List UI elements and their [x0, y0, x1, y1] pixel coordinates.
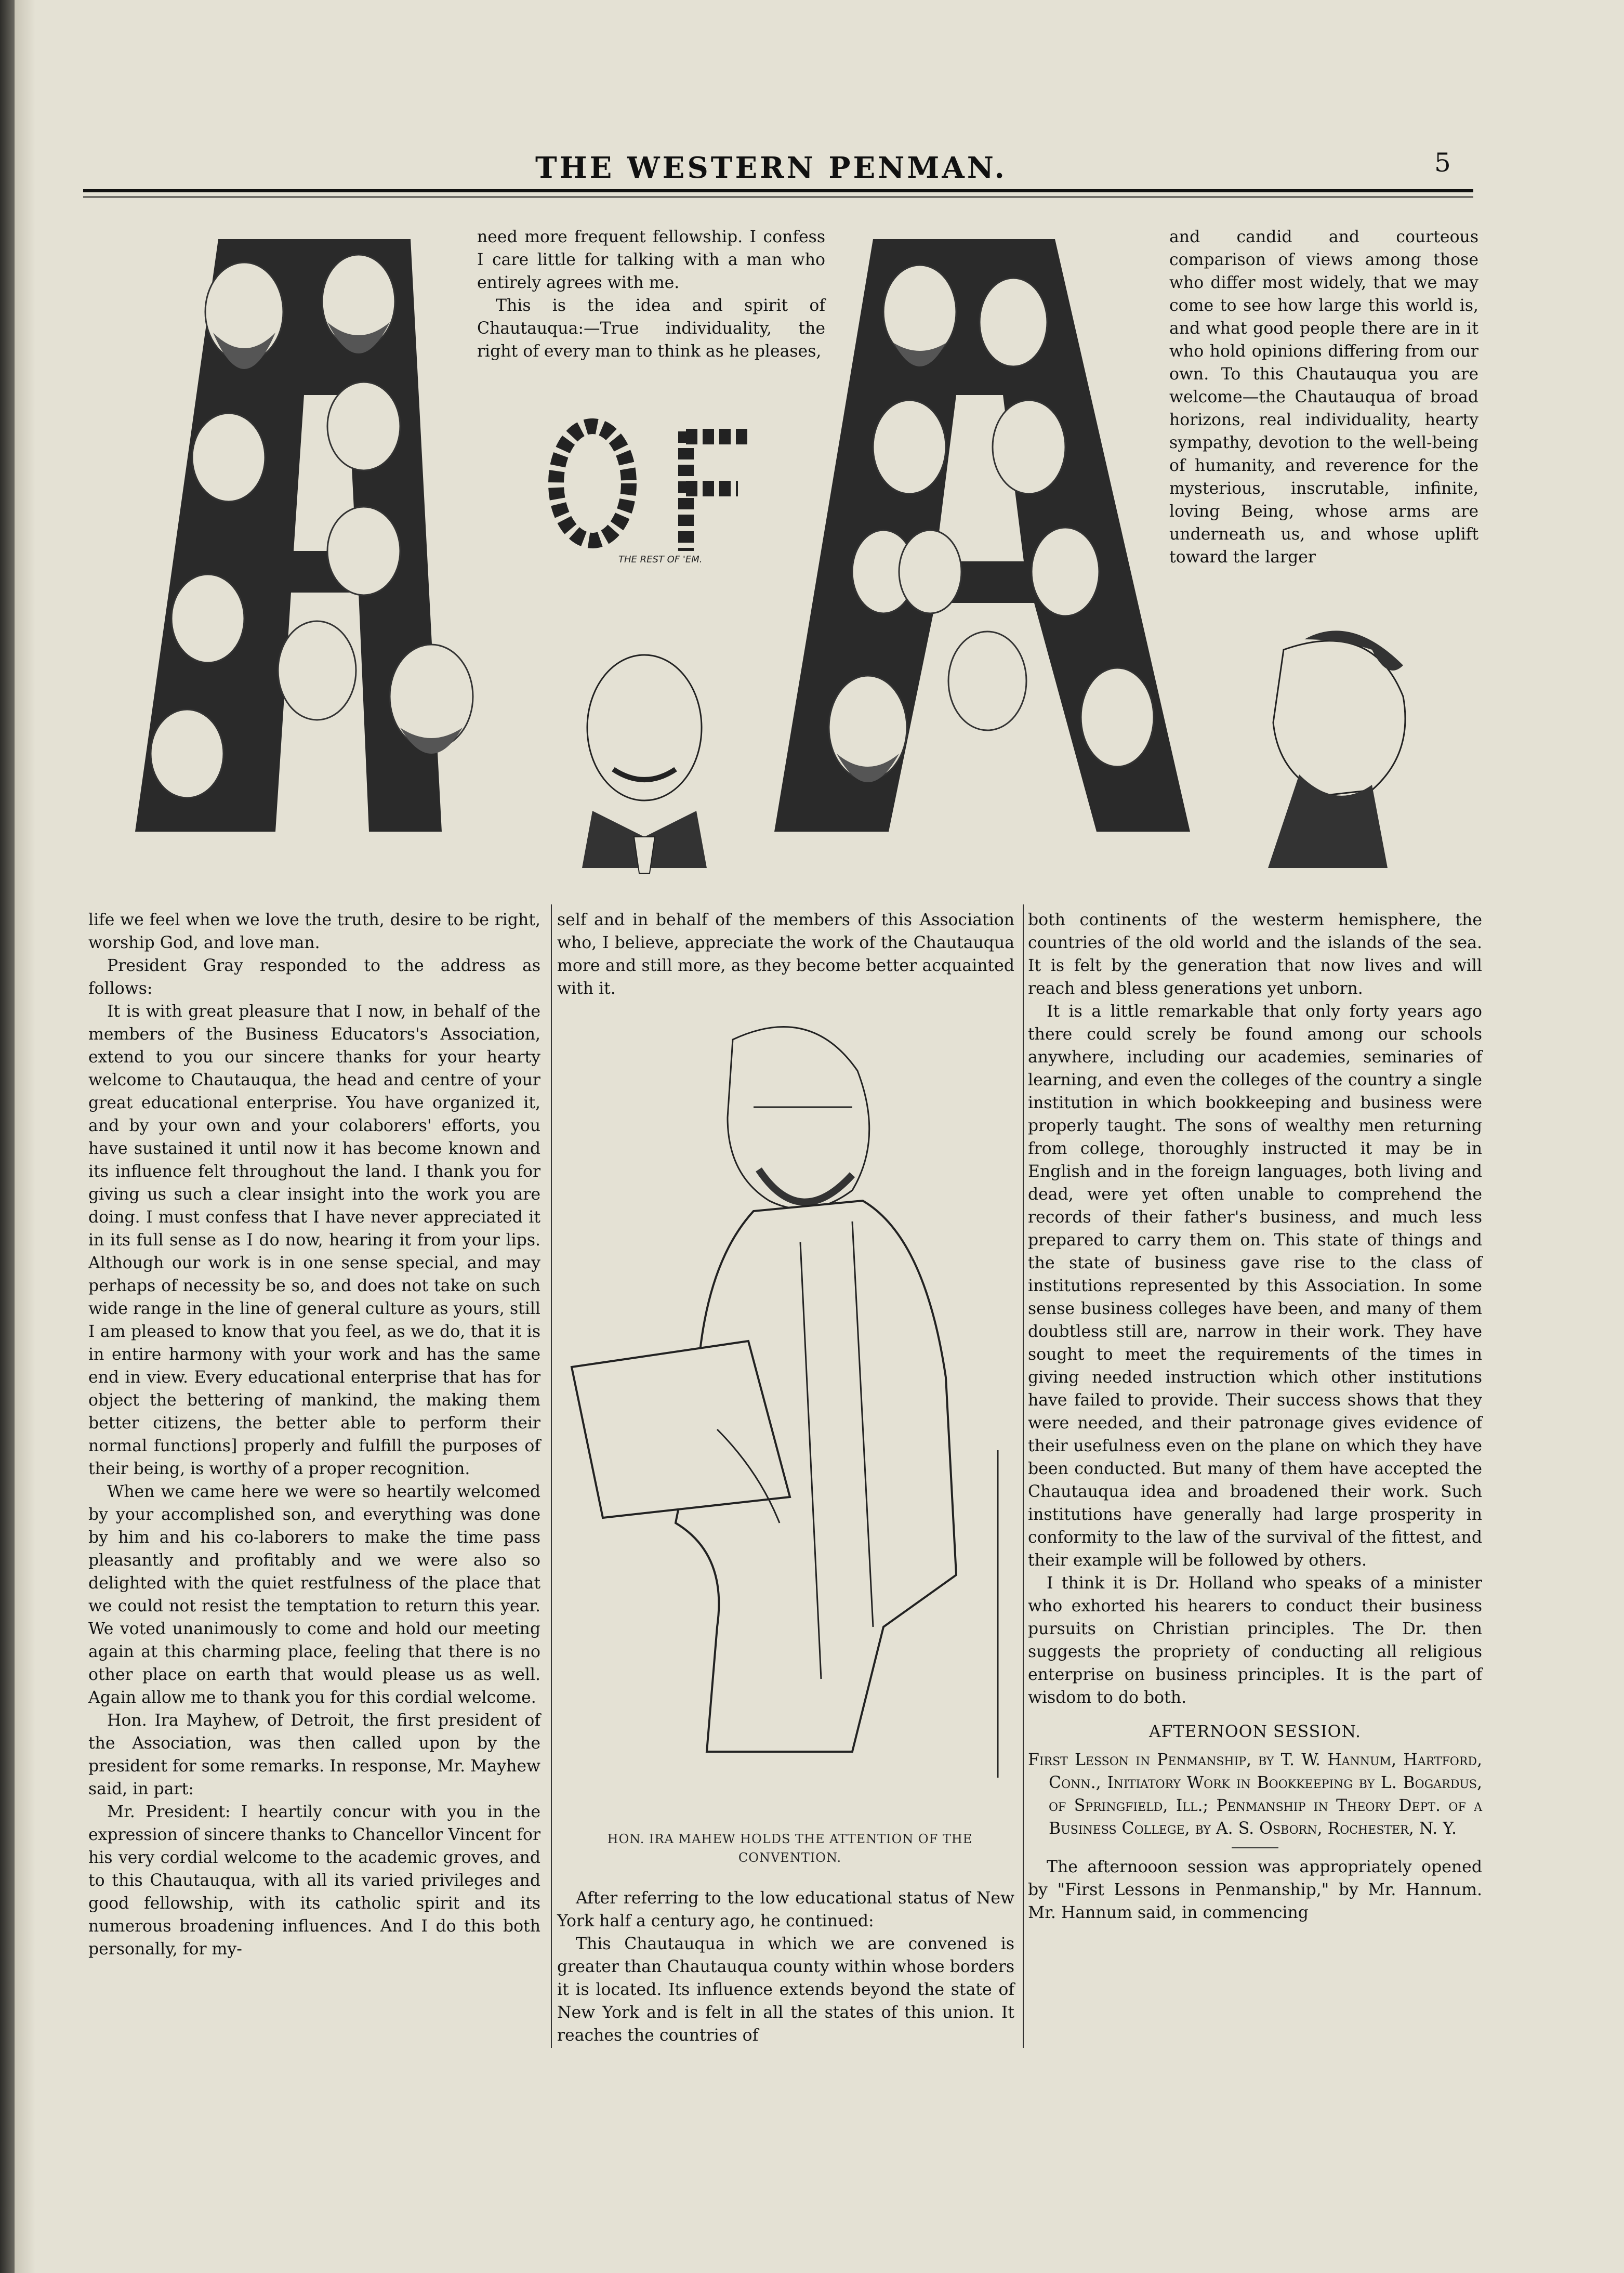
afternoon-program: First Lesson in Penmanship, by T. W. Hannum, Hartford, Conn., Initiatory Work in Bookkeeping by L. Bogardus, of Springfield, Ill.; Penmanship in Theory Dept. of a Business College, by A. S. Osborn, Rochester, N. Y. [1028, 1751, 1482, 1838]
column-3-paragraph-1: both continents of the westerm hemisphere, the countries of the old world and the islands of the sea. It is felt by the generation that now lives and will reach and bless generations yet unborn. [1028, 911, 1482, 998]
column-3-paragraph-2: It is a little remarkable that only forty years ago there could screly be found among our schools anywhere, including our academies, seminaries of learning, and even the colleges of the country a single institution in which bookkeeping and business were properly taught. The sons of wealthy men returning from college, thoroughly instructed it may be in English and in the foreign languages, both living and dead, were yet often unable to comprehend the records of their father's business, and much less prepared to carry them on. This state of things and the state of business gave rise to the class of institutions represented by this Association. In some sense business colleges have been, and many of them doubtless still are, narrow in their work. They have sought to meet the requirements of the times in giving needed instruction which other institutions have failed to provide. Their success shows that they were needed, and their patronage gives evidence of their usefulness even on the plane on which they have been conducted. But many of them have accepted the Chautauqua idea and broadened their work. Such institutions have generally had large prosperity in conformity to the law of the survival of the fittest, and their example will be followed by others. [1028, 1002, 1482, 1570]
top-right-paragraph: and candid and courteous comparison of views among those who differ most widely, that we may come to see how large this world is, and what good people there are in it who hold opinions differing from our own. To this Chautauqua you are welcome—the Chautauqua of broad horizons, real individuality, hearty sympathy, devotion to the well-being of humanity, and reverence for the mysterious, inscrutable, infinite, loving Being, whose arms are underneath us, and whose uplift toward the larger [1169, 228, 1478, 567]
portrait-profile-right [1216, 619, 1455, 889]
column-1-paragraph-6: Mr. President: I heartily concur with you in the expression of sincere thanks to Chancellor Vincent for his very cordial welcome to the academic groves, and to this Chautauqua, with all its varied privileges and good fellowship, with its catholic spirit and its numerous broadening influences. And I do this both personally, for my- [88, 1803, 540, 1959]
header-rule-thick [83, 189, 1473, 192]
column-1-paragraph-5: Hon. Ira Mayhew, of Detroit, the first president of the Association, was then called upon by the president for some remarks. In response, Mr. Mayhew said, in part: [88, 1711, 540, 1798]
book-spine [0, 0, 15, 2273]
page-edge-shadow [15, 0, 35, 2273]
section-rule [1232, 1847, 1278, 1848]
column-1-paragraph-4: When we came here we were so heartily welcomed by your accomplished son, and everything was done by him and his co-laborers to make the time pass pleasantly and profitably and we were also so delighted with the quiet restfulness of the place that we could not resist the temptation to return this year. We voted unanimously to come and hold our meeting again at this charming place, feeling that there is no other place on earth that would please us as well. Again allow me to thank you for this cordial welcome. [88, 1482, 540, 1707]
page-number: 5 [1434, 148, 1451, 178]
column-2-bottom-paragraph-2: This Chautauqua in which we are convened is greater than Chautauqua county within whose borders it is located. Its influence extends beyond the state of New York and is felt in all the states of this union. It reaches the countries of [557, 1935, 1014, 2045]
afternoon-closing: The afternooon session was appropriately opened by "First Lessons in Penmanship," by Mr. Hannum. Mr. Hannum said, in commencing [1028, 1858, 1482, 1922]
of-letters-art [530, 416, 800, 572]
column-1-paragraph-3: It is with great pleasure that I now, in behalf of the members of the Business Educators's Association, extend to you our sincere thanks for your hearty welcome to Chautauqua, the head and centre of your great educational enterprise. You have organized it, and by your own and your colaborers' efforts, you have sustained it until now it has become known and its influence felt throughout the land. I thank you for giving us such a clear insight into the work you are doing. I must confess that I have never appreciated it in its full sense as I do now, hearing it from your lips. Although our work is in one sense special, and may perhaps of necessity be so, and does not take on such wide range in the line of general culture as yours, still I am pleased to know that you feel, as we do, that it is in entire harmony with your work and has the same end in view. Every educational enterprise that has for object the bettering of mankind, the making them better citizens, the better able to perform their normal functions] properly and fulfill the purposes of their being, is worthy of a proper recognition. [88, 1002, 540, 1478]
top-center-paragraph-2: This is the idea and spirit of Chautauqua:—True individuality, the right of every man to think as he pleases, [477, 296, 825, 361]
column-1-paragraph-1: life we feel when we love the truth, desire to be right, worship God, and love man. [88, 911, 540, 952]
afternoon-session-heading: AFTERNOON SESSION. [1148, 1723, 1362, 1741]
column-divider-2 [1023, 904, 1024, 2048]
top-right-text [1169, 226, 1478, 569]
column-2-bottom-paragraph-1: After referring to the low educational status of New York half a century ago, he continued: [557, 1889, 1014, 1930]
portrait-caption: HON. IRA MAHEW HOLDS THE ATTENTION OF THE CONVENTION. [607, 1832, 973, 1865]
column-1-paragraph-2: President Gray responded to the address as follows: [88, 956, 540, 998]
column-2-top-paragraph: self and in behalf of the members of this Association who, I believe, appreciate the work of the Chautauqua more and still more, as they become better acquainted with it. [557, 911, 1014, 998]
masthead-title: THE WESTERN PENMAN. [535, 151, 1007, 185]
column-divider-1 [551, 904, 552, 2048]
column-2-top [557, 909, 1014, 1000]
portrait-head-center [551, 639, 738, 884]
column-1 [88, 909, 540, 1961]
column-2-bottom [557, 1887, 1014, 2047]
header-rule-thin [83, 196, 1473, 198]
top-center-text [477, 226, 825, 363]
column-3 [1028, 909, 1482, 1924]
rest-of-em-label: THE REST OF 'EM. [618, 554, 703, 565]
portrait-ira-mayhew [561, 1003, 1013, 1814]
top-center-paragraph-1: need more frequent fellowship. I confess I care little for talking with a man who entirely agrees with me. [477, 228, 825, 292]
letter-a-caricature-right [764, 229, 1216, 873]
column-3-paragraph-3: I think it is Dr. Holland who speaks of a minister who exhorted his hearers to conduct their business pursuits on Christian principles. The Dr. then suggests the propriety of conducting all religious enterprise on business principles. It is the part of wisdom to do both. [1028, 1574, 1482, 1707]
